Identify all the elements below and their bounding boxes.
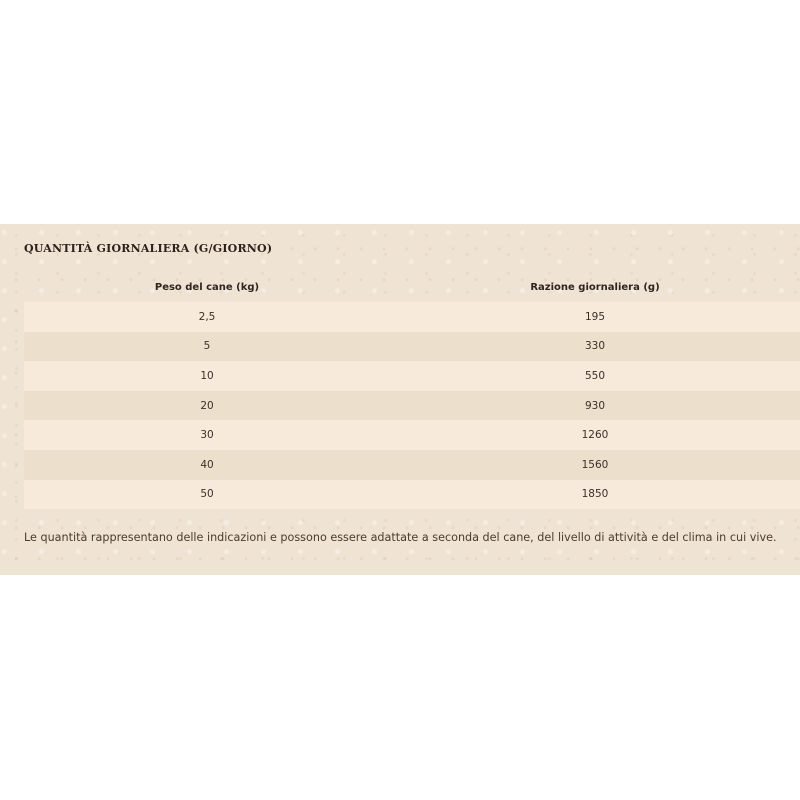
cell-ration: 195 (584, 310, 606, 323)
table-row (24, 391, 800, 421)
cell-ration: 1560 (581, 458, 609, 471)
cell-weight: 40 (200, 458, 214, 471)
feeding-guide-panel (0, 224, 800, 575)
table-body (24, 302, 800, 509)
table-row (24, 420, 800, 450)
cell-weight: 20 (200, 399, 214, 412)
cell-ration: 1850 (581, 488, 609, 501)
cell-weight: 5 (203, 340, 211, 353)
cell-ration: 1260 (581, 429, 609, 442)
section-title: QUANTITÀ GIORNALIERA (G/GIORNO) (24, 242, 273, 255)
table-header (24, 272, 800, 302)
header-ration: Razione giornaliera (g) (530, 281, 660, 293)
table-row (24, 480, 800, 510)
cell-ration: 330 (584, 340, 606, 353)
table-row (24, 332, 800, 362)
cell-weight: 50 (200, 488, 214, 501)
disclaimer-note: Le quantità rappresentano delle indicazioni e possono essere adattate a seconda del cane, del livello di attività e del clima in cui vive. (24, 531, 777, 544)
cell-weight: 30 (200, 429, 214, 442)
cell-weight: 2,5 (198, 310, 216, 323)
table-row (24, 361, 800, 391)
header-weight: Peso del cane (kg) (154, 281, 260, 293)
cell-ration: 930 (584, 399, 606, 412)
cell-ration: 550 (584, 369, 606, 382)
table-row (24, 450, 800, 480)
cell-weight: 10 (200, 369, 214, 382)
feeding-table (24, 272, 800, 509)
table-row (24, 302, 800, 332)
